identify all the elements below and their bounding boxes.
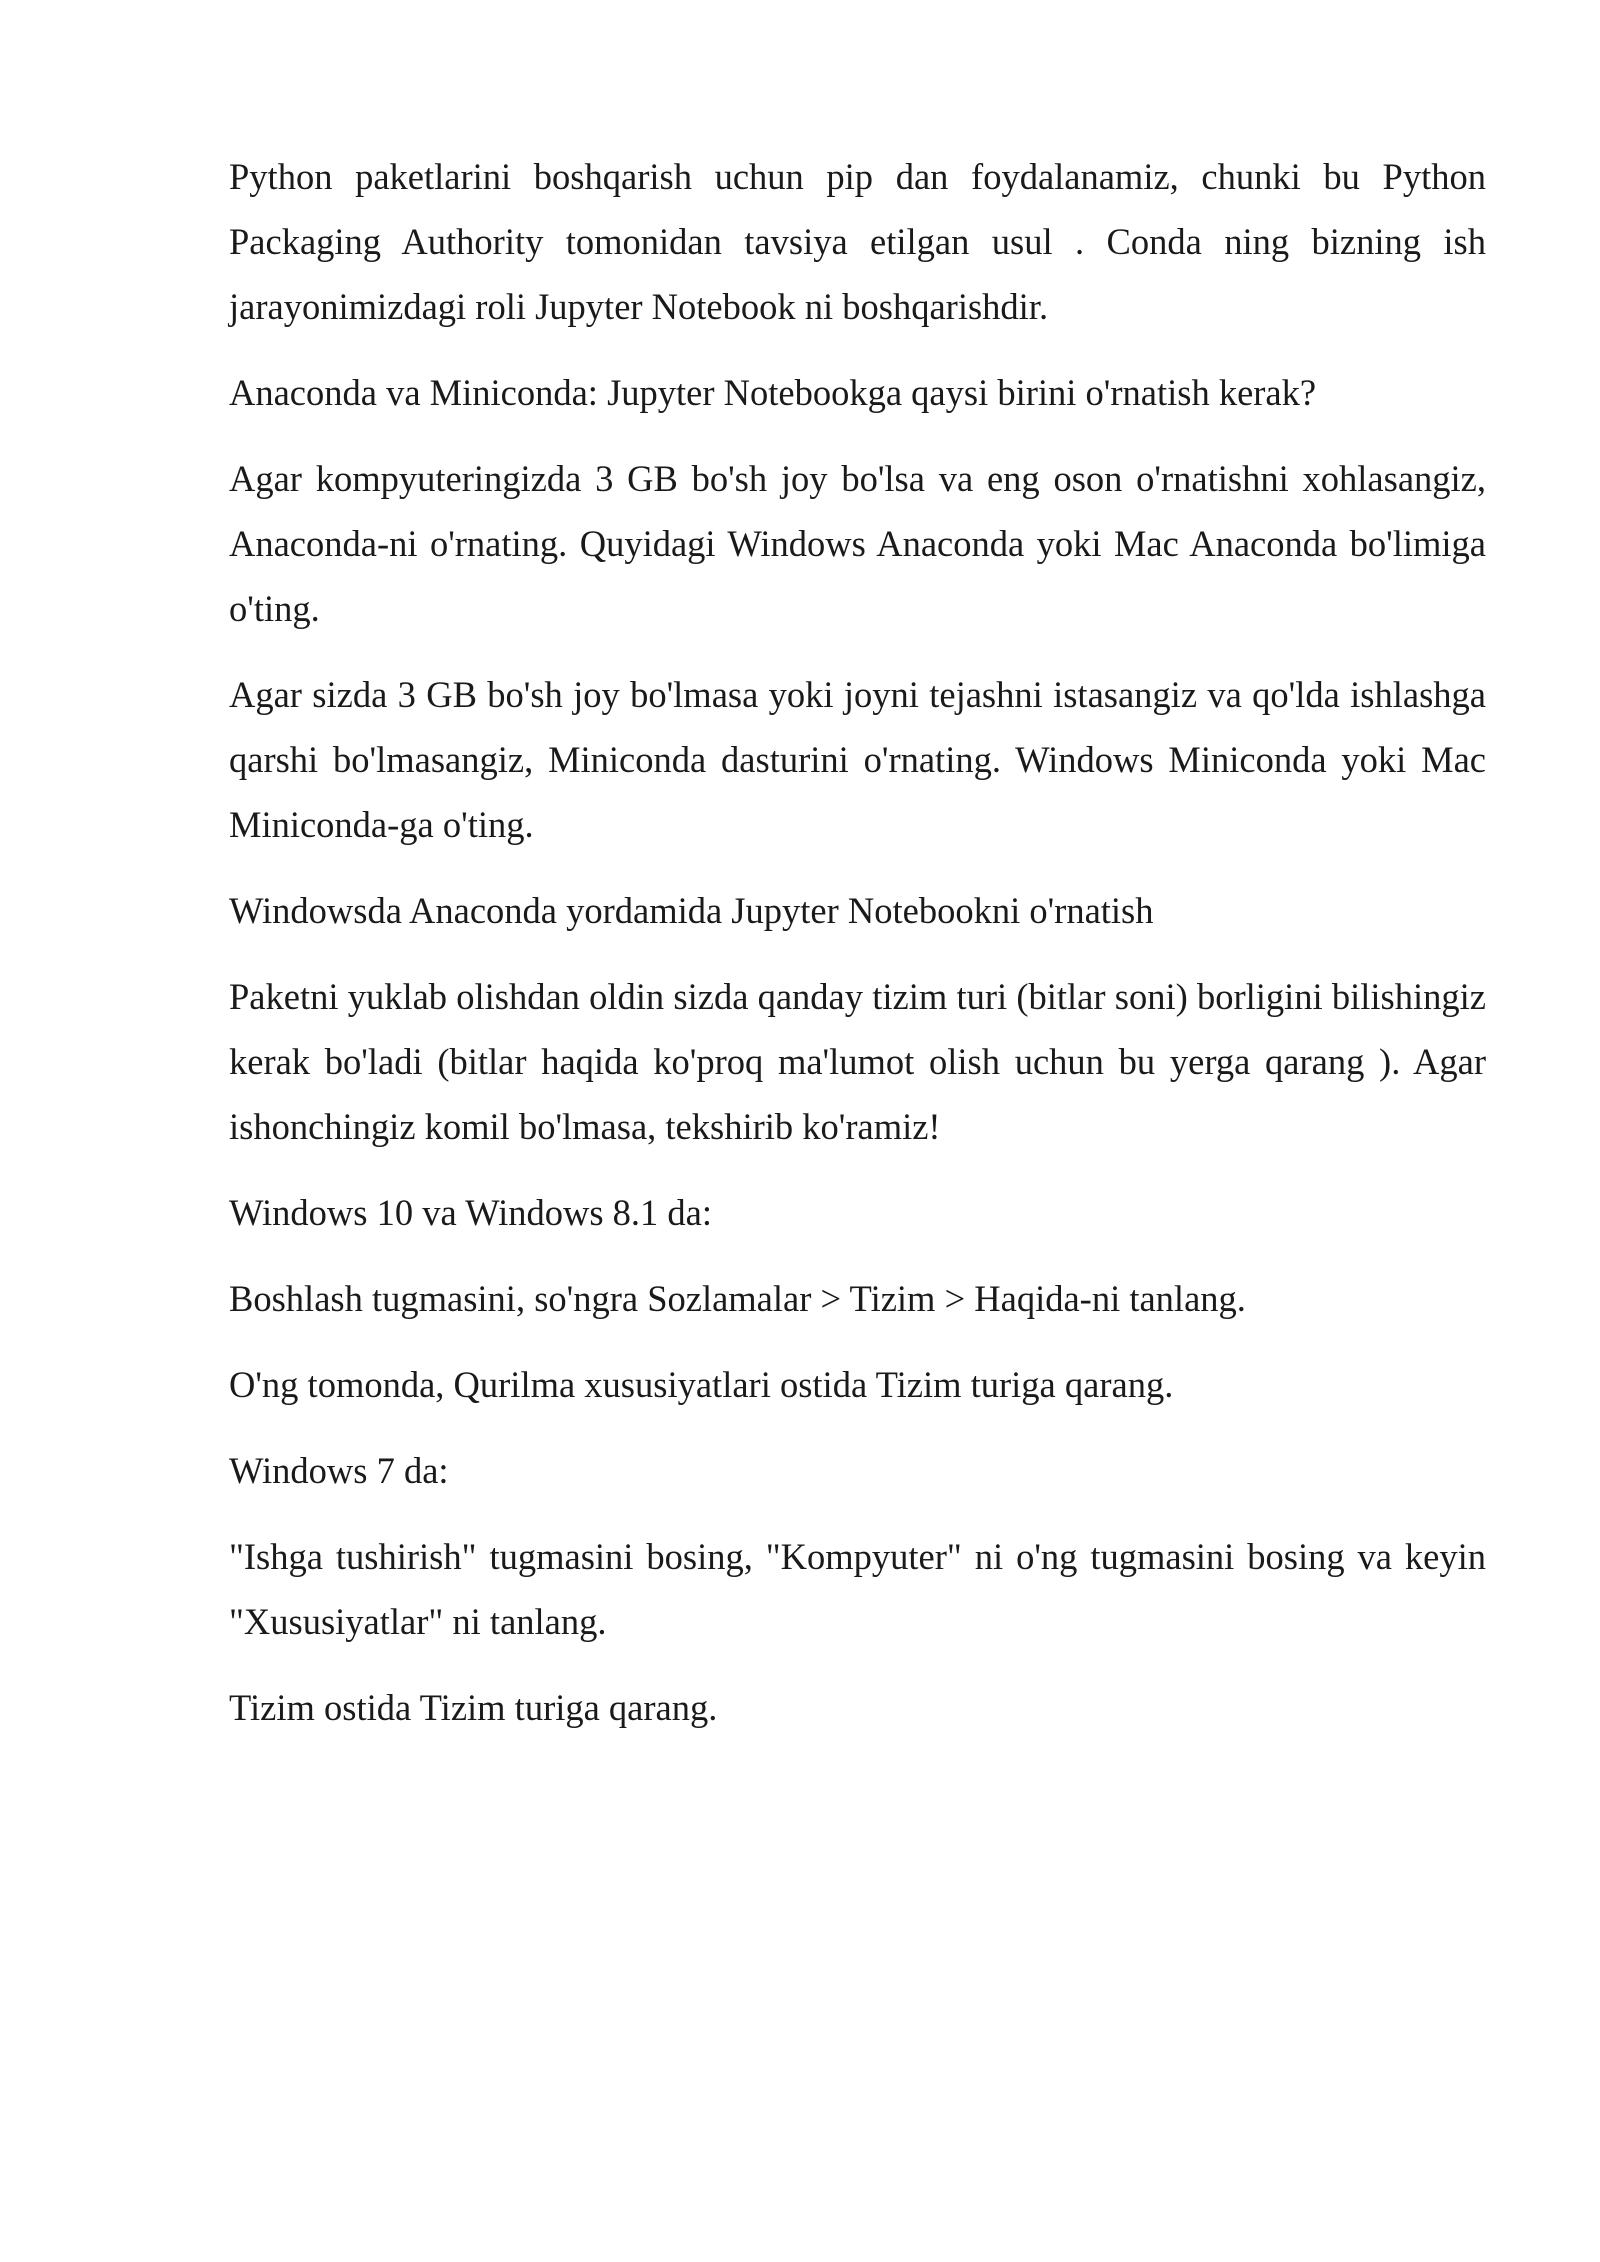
paragraph-computer-properties: "Ishga tushirish" tugmasini bosing, "Kompyuter" ni o'ng tugmasini bosing va keyin "Xususiyatlar" ni tanlang. xyxy=(229,1536,1486,1642)
paragraph-miniconda-install: Agar sizda 3 GB bo'sh joy bo'lmasa yoki joyni tejashni istasangiz va qo'lda ishlashga qarshi bo'lmasangiz, Miniconda dasturini o'rnating. Windows Miniconda yoki Mac Miniconda-ga o'ting. xyxy=(229,674,1486,845)
heading-windows-7: Windows 7 da: xyxy=(229,1450,449,1491)
paragraph-system-type-check: Tizim ostida Tizim turiga qarang. xyxy=(229,1687,718,1728)
heading-anaconda-vs-miniconda: Anaconda va Miniconda: Jupyter Notebookga qaysi birini o'rnatish kerak? xyxy=(229,372,1317,413)
paragraph-settings-steps: Boshlash tugmasini, so'ngra Sozlamalar > Tizim > Haqida-ni tanlang. xyxy=(229,1278,1246,1319)
paragraph-pip-conda: Python paketlarini boshqarish uchun pip dan foydalanamiz, chunki bu Python Packaging Authority tomonidan tavsiya etilgan usul . Conda ning bizning ish jarayonimizdagi roli Jupyter Notebook ni boshqarishdir. xyxy=(229,156,1486,327)
heading-windows-10: Windows 10 va Windows 8.1 da: xyxy=(229,1192,713,1233)
paragraph-system-type: Paketni yuklab olishdan oldin sizda qanday tizim turi (bitlar soni) borligini bilishingiz kerak bo'ladi (bitlar haqida ko'proq ma'lumot olish uchun bu yerga qarang ). Agar ishonchingiz komil bo'lmasa, tekshirib ko'ramiz! xyxy=(229,976,1486,1147)
heading-windows-anaconda: Windowsda Anaconda yordamida Jupyter Notebookni o'rnatish xyxy=(229,890,1154,931)
paragraph-anaconda-install: Agar kompyuteringizda 3 GB bo'sh joy bo'lsa va eng oson o'rnatishni xohlasangiz, Anaconda-ni o'rnating. Quyidagi Windows Anaconda yoki Mac Anaconda bo'limiga o'ting. xyxy=(229,458,1486,629)
paragraph-device-specs: O'ng tomonda, Qurilma xususiyatlari ostida Tizim turiga qarang. xyxy=(229,1364,1174,1405)
document-body xyxy=(229,144,1486,1761)
